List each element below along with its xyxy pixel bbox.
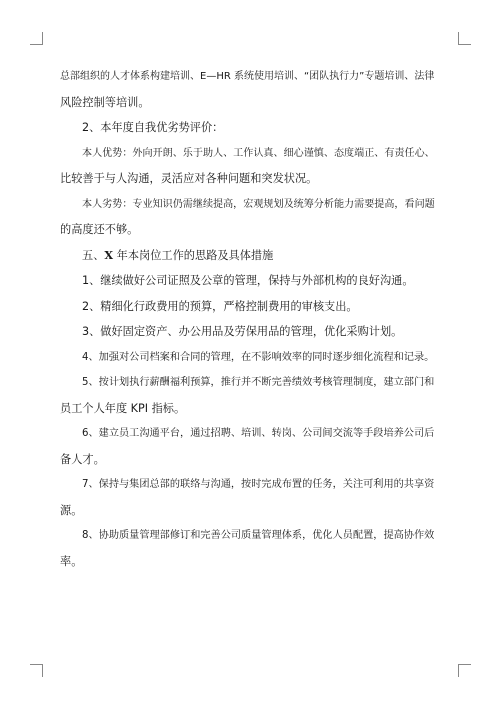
corner-mark-top-left [30,32,43,45]
body-line: 的高度还不够。 [60,223,139,236]
body-line: 本人优势：外向开朗、乐于助人、工作认真、细心谨慎、态度端正、有责任心、 [82,147,435,159]
list-item: 1、继续做好公司证照及公章的管理，保持与外部机构的良好沟通。 [82,274,414,287]
section-heading [60,243,442,269]
list-item: 7、保持与集团总部的联络与沟通，按时完成布置的任务，关注可利用的共享资 [82,479,435,490]
list-item: 3、做好固定资产、办公用品及劳保用品的管理，优化采购计划。 [82,325,403,338]
section-title: 年本岗位工作的思路及具体措施 [116,248,274,262]
body-line: 比较善于与人沟通，灵活应对各种问题和突发状况。 [60,172,318,185]
document-body [60,64,442,574]
list-item: 4、加强对公司档案和合同的管理，在不影响效率的同时逐步细化流程和记录。 [82,351,435,363]
section-heading: 2、本年度自我优劣势评价： [82,121,224,134]
section-year-placeholder: X [104,247,114,262]
list-item: 6、建立员工沟通平台，通过招聘、培训、转岗、公司间交流等手段培养公司后 [82,428,435,439]
corner-mark-bottom-right [458,664,471,677]
list-item: 8、协助质量管理部修订和完善公司质量管理体系，优化人员配置，提高协作效 [82,530,435,541]
list-item: 5、按计划执行薪酬福利预算，推行并不断完善绩效考核管理制度，建立部门和 [82,377,435,388]
section-prefix: 五、 [82,248,105,262]
list-item-continuation: 率。 [60,554,83,568]
body-line: 本人劣势：专业知识仍需继续提高，宏观规划及统筹分析能力需要提高，看问题 [82,198,435,210]
list-item-continuation: 备人才。 [60,452,105,466]
list-item-continuation: 源。 [60,503,83,517]
list-item-continuation: 员工个人年度 KPI 指标。 [60,401,186,415]
corner-mark-top-right [458,32,471,45]
list-item: 2、精细化行政费用的预算，严格控制费用的审核支出。 [82,299,358,313]
body-line: 风险控制等培训。 [60,95,150,109]
body-line: 总部组织的人才体系构建培训、E—HR 系统使用培训、“团队执行力”专题培训、法律 [60,71,435,82]
corner-mark-bottom-left [30,664,43,677]
